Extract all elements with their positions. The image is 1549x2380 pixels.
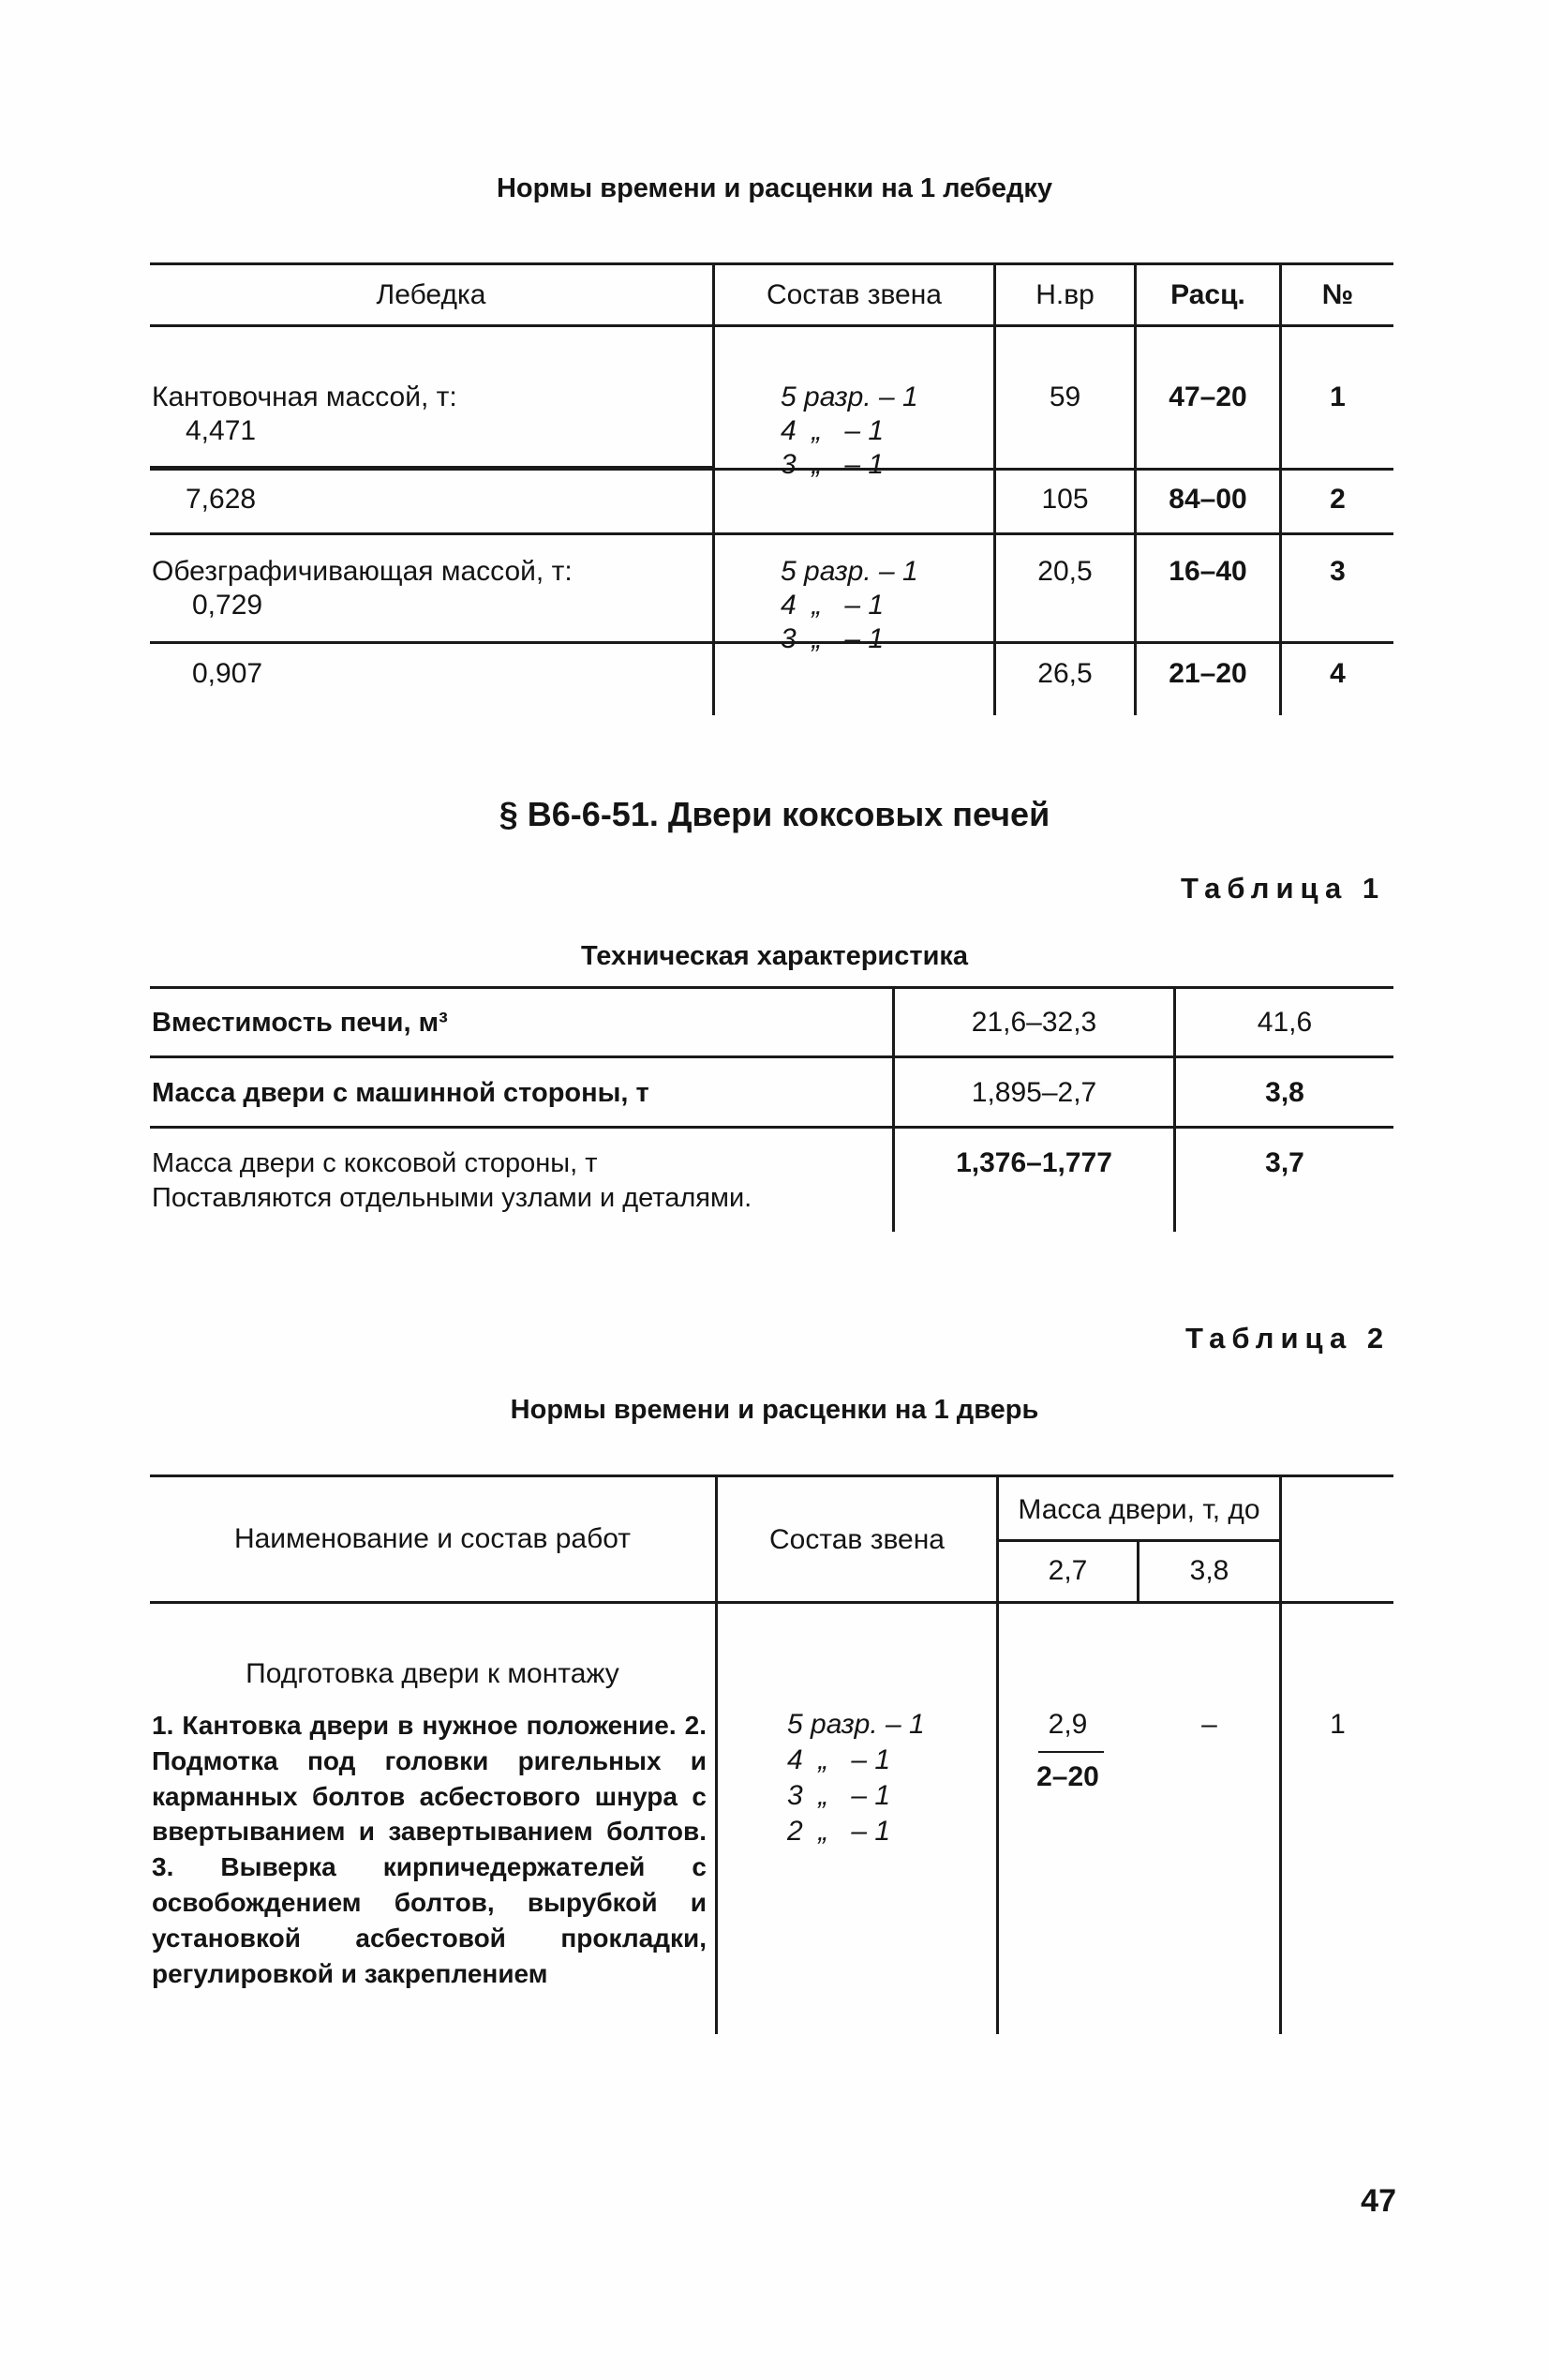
winch-table-title: Нормы времени и расценки на 1 лебедку [496,173,1053,203]
tech-value-1: 21,6–32,3 [971,1007,1097,1038]
rasc-value: 84–00 [1169,484,1247,515]
crew-line: 3 „ – 1 [781,449,885,480]
group-name: Обезграфичивающая массой, т: [152,556,573,587]
tech-note: Поставляются отдельными узлами и деталями. [152,1183,752,1213]
header-mass: Масса двери, т, до [1018,1494,1260,1525]
rasc-value: 16–40 [1169,556,1247,587]
table1-label: Таблица 1 [1181,872,1386,905]
mass-value: 4,471 [186,415,257,446]
mass-value: 0,907 [192,658,263,689]
tech-value-1: 1,376–1,777 [956,1147,1112,1178]
table2-label: Таблица 2 [1185,1322,1391,1355]
table1-title: Техническая характеристика [580,941,969,971]
crew-line: 4 „ – 1 [781,590,885,621]
nvr-value: 105 [1041,484,1089,515]
rasc-value: 2–20 [1036,1761,1099,1792]
work-description: 1. Кантовка двери в нужное положение. 2. Подмотка под головки ригельных и карманных болтов асбестового шнура с ввертыванием и завертыванием болтов. 3. Выверка кирпичедержателей с освобождением болтов, вырубкой и установкой асбестовой прокладки, регулировкой и закреплением [152,1711,707,1988]
mass-3-8-value: – [1201,1709,1217,1740]
crew-line: 3 „ – 1 [787,1780,891,1811]
header-crew: Состав звена [766,279,942,310]
crew-line: 5 разр. – 1 [781,556,918,587]
nvr-value: 59 [1049,382,1081,412]
row-number: 4 [1330,658,1346,689]
header-work: Наименование и состав работ [233,1523,632,1554]
tech-value-2: 41,6 [1257,1007,1313,1038]
nvr-value: 2,9 [1048,1709,1088,1740]
section-title: § В6-6-51. Двери коксовых печей [499,795,1050,833]
crew-line: 5 разр. – 1 [781,382,918,412]
subsection-title: Подготовка двери к монтажу [246,1658,619,1689]
tech-value-2: 3,8 [1265,1077,1304,1108]
mass-value: 7,628 [186,484,257,515]
rasc-value: 47–20 [1169,382,1247,412]
table2-title: Нормы времени и расценки на 1 дверь [510,1395,1039,1425]
tech-row-name: Масса двери с коксовой стороны, т [152,1148,598,1178]
row-number: 1 [1330,1709,1346,1740]
row-number: 2 [1330,484,1346,515]
fraction-bar [1038,1751,1104,1753]
header-crew: Состав звена [768,1524,945,1555]
tech-value-1: 1,895–2,7 [971,1077,1097,1108]
crew-line: 4 „ – 1 [781,415,885,446]
header-winch: Лебедка [376,279,486,310]
crew-line: 4 „ – 1 [787,1744,891,1775]
nvr-value: 26,5 [1037,658,1093,689]
crew-line: 5 разр. – 1 [787,1709,925,1740]
header-mass-2-7: 2,7 [1048,1555,1088,1586]
group-name: Кантовочная массой, т: [152,382,457,412]
header-mass-3-8: 3,8 [1189,1555,1229,1586]
crew-line: 3 „ – 1 [781,623,885,654]
crew-line: 2 „ – 1 [787,1816,891,1847]
tech-row-name: Масса двери с машинной стороны, т [152,1078,649,1108]
row-number: 1 [1330,382,1346,412]
tech-row-name: Вместимость печи, м³ [152,1008,448,1038]
header-num: № [1321,279,1354,310]
header-nvr: Н.вр [1035,279,1095,310]
mass-value: 0,729 [192,590,263,621]
rasc-value: 21–20 [1169,658,1247,689]
row-number: 3 [1330,556,1346,587]
page-number: 47 [1361,2183,1396,2219]
nvr-value: 20,5 [1037,556,1093,587]
tech-value-2: 3,7 [1265,1147,1304,1178]
header-rasc: Расц. [1170,279,1245,310]
